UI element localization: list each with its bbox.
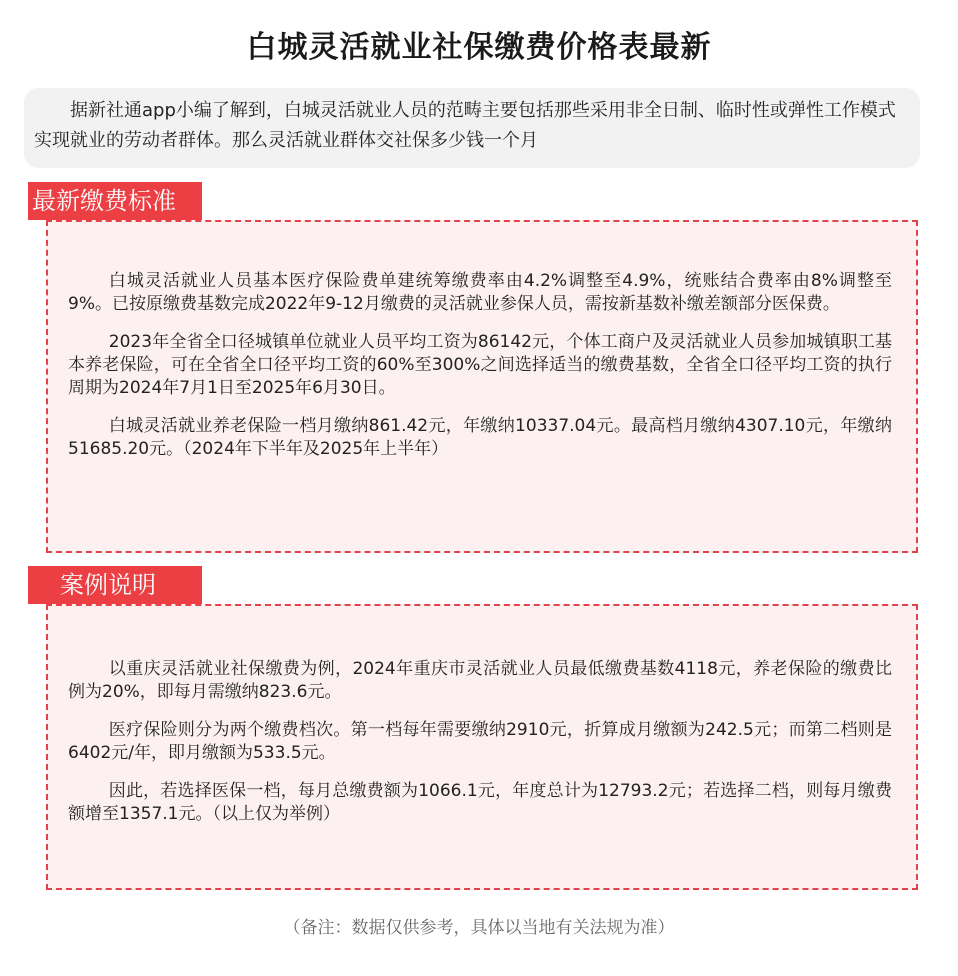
paragraph: 以重庆灵活就业社保缴费为例，2024年重庆市灵活就业人员最低缴费基数4118元，养老保险的缴费比例为20%，即每月需缴纳823.6元。 bbox=[68, 659, 892, 702]
section-heading-case: 案例说明 bbox=[28, 566, 202, 604]
paragraph: 因此，若选择医保一档，每月总缴费额为1066.1元，年度总计为12793.2元；若选择二档，则每月缴费额增至1357.1元。（以上仅为举例） bbox=[68, 781, 892, 824]
paragraph: 白城灵活就业人员基本医疗保险费单建统筹缴费率由4.2%调整至4.9%，统账结合费率由8%调整至9%。已按原缴费基数完成2022年9-12月缴费的灵活就业参保人员，需按新基数补缴差额部分医保费。 bbox=[68, 271, 892, 314]
footnote: （备注：数据仅供参考，具体以当地有关法规为准） bbox=[283, 918, 675, 938]
section-box-standards bbox=[46, 220, 918, 553]
intro-text: 据新社通app小编了解到，白城灵活就业人员的范畴主要包括那些采用非全日制、临时性或弹性工作模式实现就业的劳动者群体。那么灵活就业群体交社保多少钱一个月 bbox=[24, 88, 920, 168]
section-heading-standards: 最新缴费标准 bbox=[28, 182, 202, 220]
paragraph: 医疗保险则分为两个缴费档次。第一档每年需要缴纳2910元，折算成月缴额为242.5元；而第二档则是6402元/年，即月缴额为533.5元。 bbox=[68, 720, 892, 763]
paragraph: 2023年全省全口径城镇单位就业人员平均工资为86142元，个体工商户及灵活就业人员参加城镇职工基本养老保险，可在全省全口径平均工资的60%至300%之间选择适当的缴费基数，全省全口径平均工资的执行周期为2024年7月1日至2025年6月30日。 bbox=[68, 332, 892, 398]
section-box-case bbox=[46, 604, 918, 890]
page-title: 白城灵活就业社保缴费价格表最新 bbox=[246, 30, 712, 65]
paragraph: 白城灵活就业养老保险一档月缴纳861.42元，年缴纳10337.04元。最高档月缴纳4307.10元，年缴纳51685.20元。（2024年下半年及2025年上半年） bbox=[68, 416, 892, 459]
